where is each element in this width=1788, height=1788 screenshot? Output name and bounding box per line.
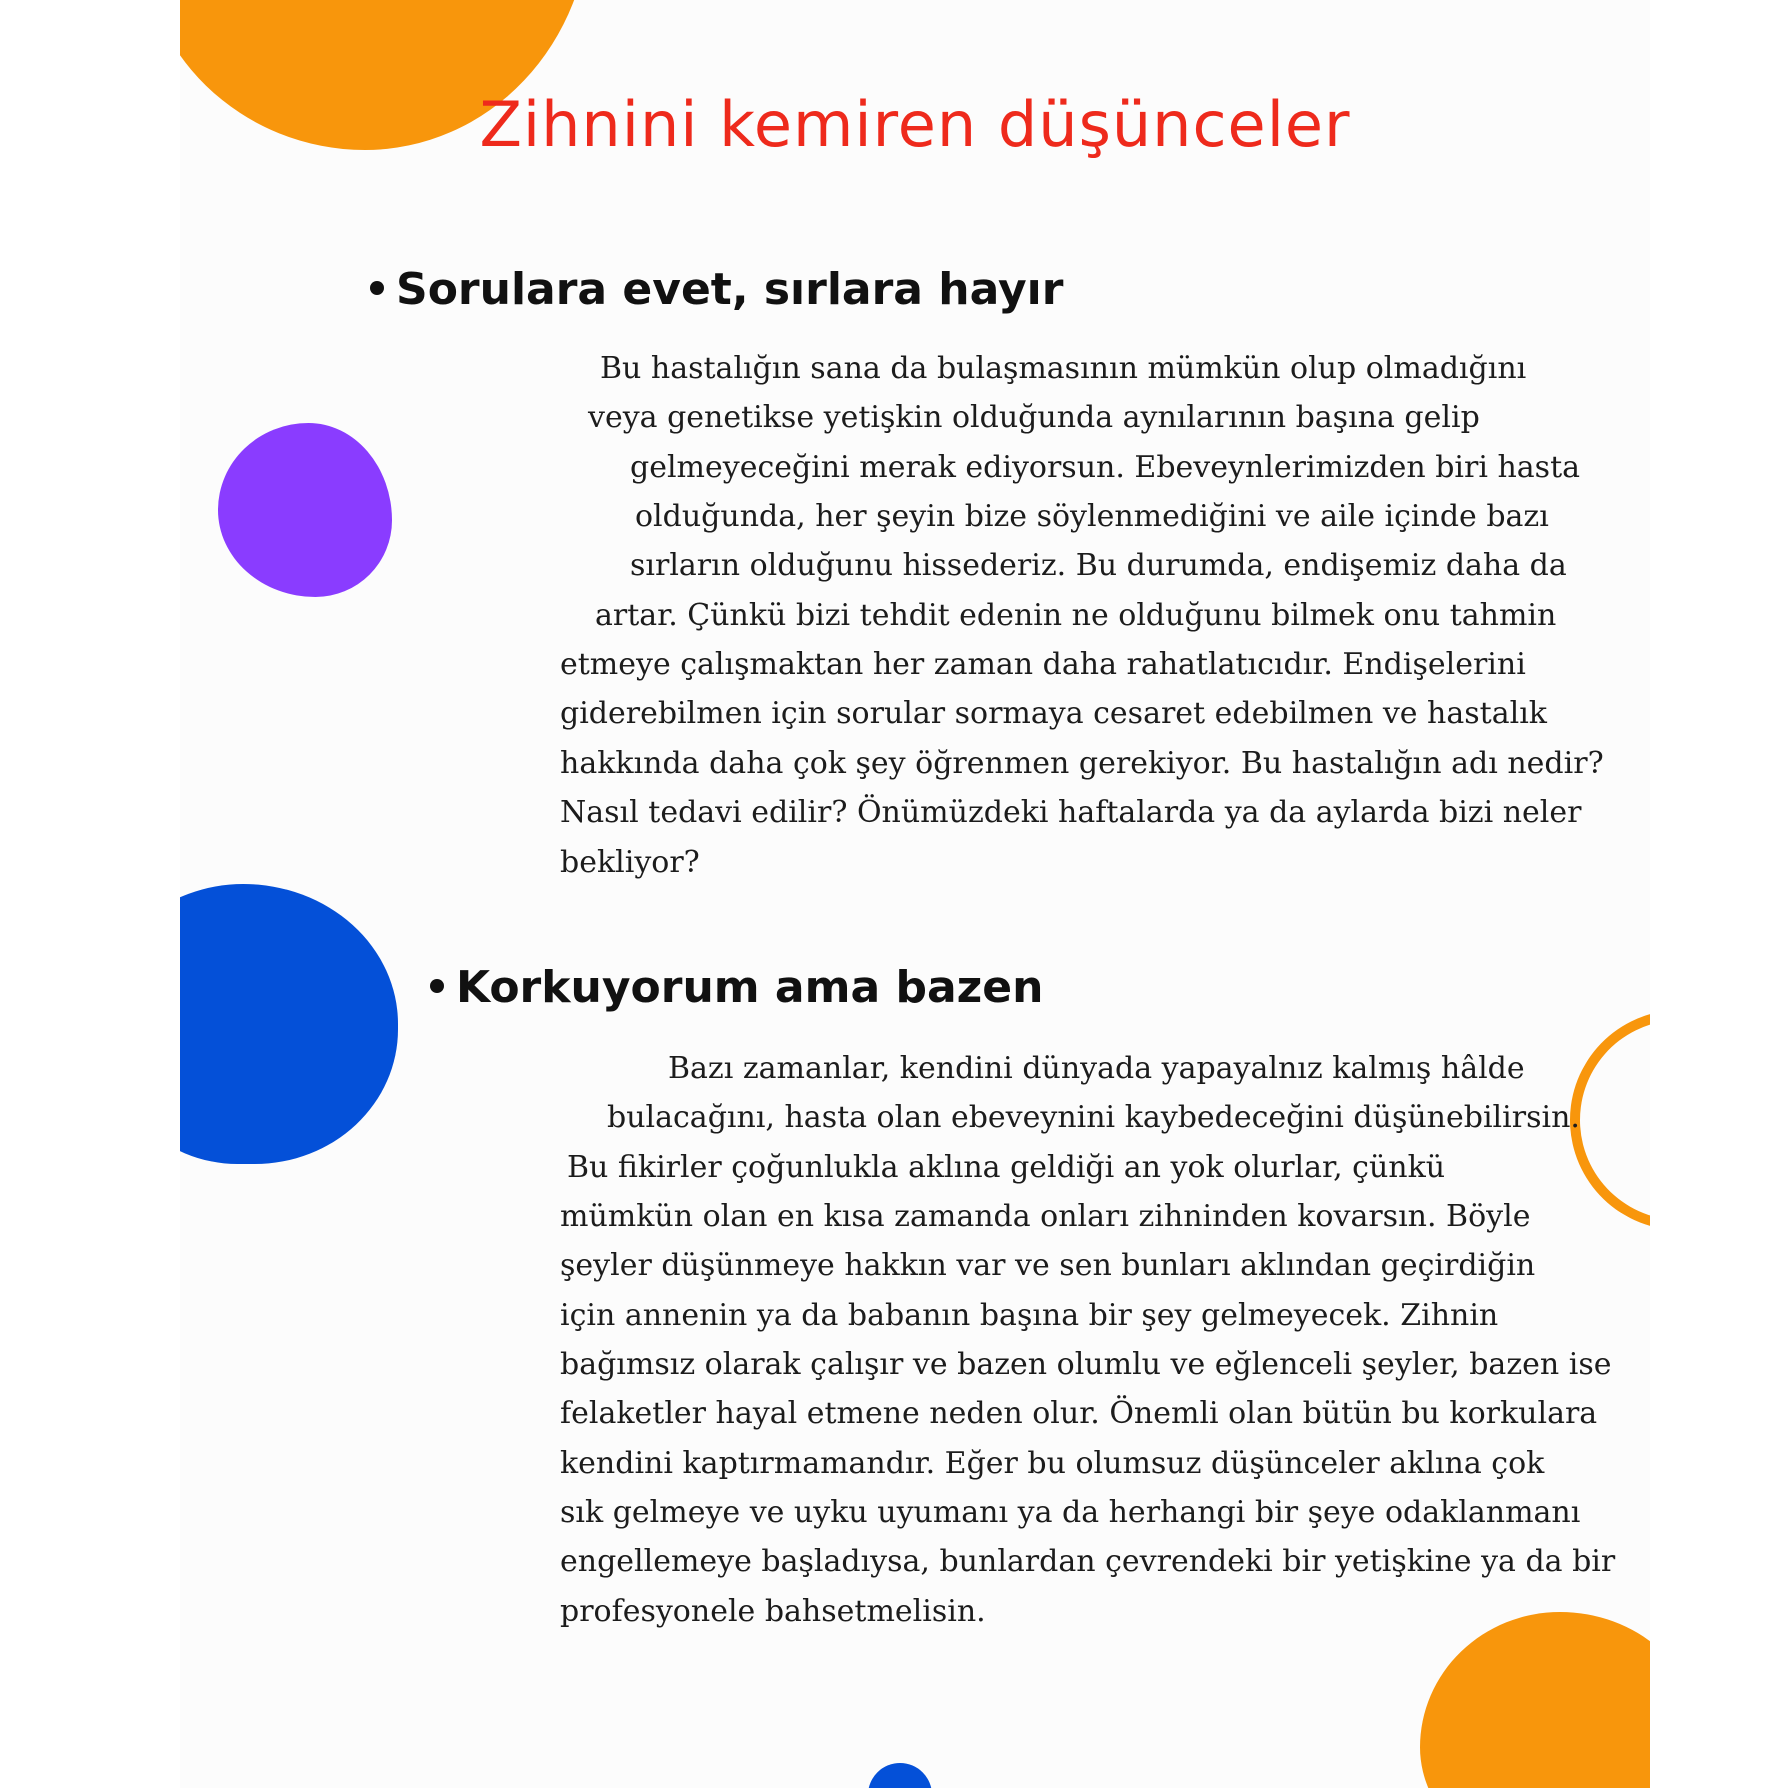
purple-blob — [218, 423, 392, 597]
paragraph-line: engellemeye başladıysa, bunlardan çevrendeki bir yetişkine ya da bir — [560, 1544, 1616, 1579]
paragraph-line: sırların olduğunu hissederiz. Bu durumda, endişemiz daha da — [630, 548, 1567, 583]
section-heading — [370, 264, 1063, 315]
paragraph-line: bekliyor? — [560, 845, 700, 880]
paragraph-line: mümkün olan en kısa zamanda onları zihninden kovarsın. Böyle — [560, 1199, 1531, 1234]
paragraph-line: profesyonele bahsetmelisin. — [560, 1594, 986, 1629]
paragraph-line: Bu fikirler çoğunlukla aklına geldiği an yok olurlar, çünkü — [567, 1150, 1446, 1185]
orange-blob-bottom-right — [1420, 1612, 1650, 1788]
section-heading — [430, 962, 1043, 1013]
paragraph-line: bulacağını, hasta olan ebeveynini kaybedeceğini düşünebilirsin. — [607, 1100, 1580, 1135]
book-page — [180, 0, 1650, 1788]
paragraph-line: artar. Çünkü bizi tehdit edenin ne olduğunu bilmek onu tahmin — [595, 598, 1557, 633]
bullet-icon — [430, 979, 444, 993]
paragraph-line: veya genetikse yetişkin olduğunda aynılarının başına gelip — [588, 400, 1480, 435]
paragraph-line: felaketler hayal etmene neden olur. Önemli olan bütün bu korkulara — [560, 1396, 1598, 1431]
section-heading-text: Korkuyorum ama bazen — [456, 962, 1044, 1013]
paragraph-line: etmeye çalışmaktan her zaman daha rahatlatıcıdır. Endişelerini — [560, 647, 1526, 682]
paragraph-line: Bu hastalığın sana da bulaşmasının mümkün olup olmadığını — [600, 351, 1527, 386]
paragraph-line: kendini kaptırmamandır. Eğer bu olumsuz düşünceler aklına çok — [560, 1446, 1545, 1481]
page-title: Zihnini kemiren düşünceler — [479, 88, 1351, 161]
paragraph-line: gelmeyeceğini merak ediyorsun. Ebeveynlerimizden biri hasta — [630, 450, 1581, 485]
section-heading-text: Sorulara evet, sırlara hayır — [396, 264, 1064, 315]
page-number-dot — [868, 1763, 932, 1788]
paragraph-line: için annenin ya da babanın başına bir şey gelmeyecek. Zihnin — [560, 1298, 1499, 1333]
paragraph-line: hakkında daha çok şey öğrenmen gerekiyor. Bu hastalığın adı nedir? — [560, 746, 1604, 781]
paragraph-line: olduğunda, her şeyin bize söylenmediğini ve aile içinde bazı — [635, 499, 1549, 534]
paragraph-line: şeyler düşünmeye hakkın var ve sen bunları aklından geçirdiğin — [560, 1248, 1536, 1283]
paragraph-line: sık gelmeye ve uyku uyumanı ya da herhangi bir şeye odaklanmanı — [560, 1495, 1581, 1530]
paragraph-line: bağımsız olarak çalışır ve bazen olumlu ve eğlenceli şeyler, bazen ise — [560, 1347, 1612, 1382]
paragraph-line: Nasıl tedavi edilir? Önümüzdeki haftalarda ya da aylarda bizi neler — [560, 795, 1582, 830]
paragraph-line: Bazı zamanlar, kendini dünyada yapayalnız kalmış hâlde — [668, 1051, 1525, 1086]
paragraph-line: giderebilmen için sorular sormaya cesaret edebilmen ve hastalık — [560, 696, 1547, 731]
bullet-icon — [370, 281, 384, 295]
blue-blob — [180, 884, 398, 1164]
